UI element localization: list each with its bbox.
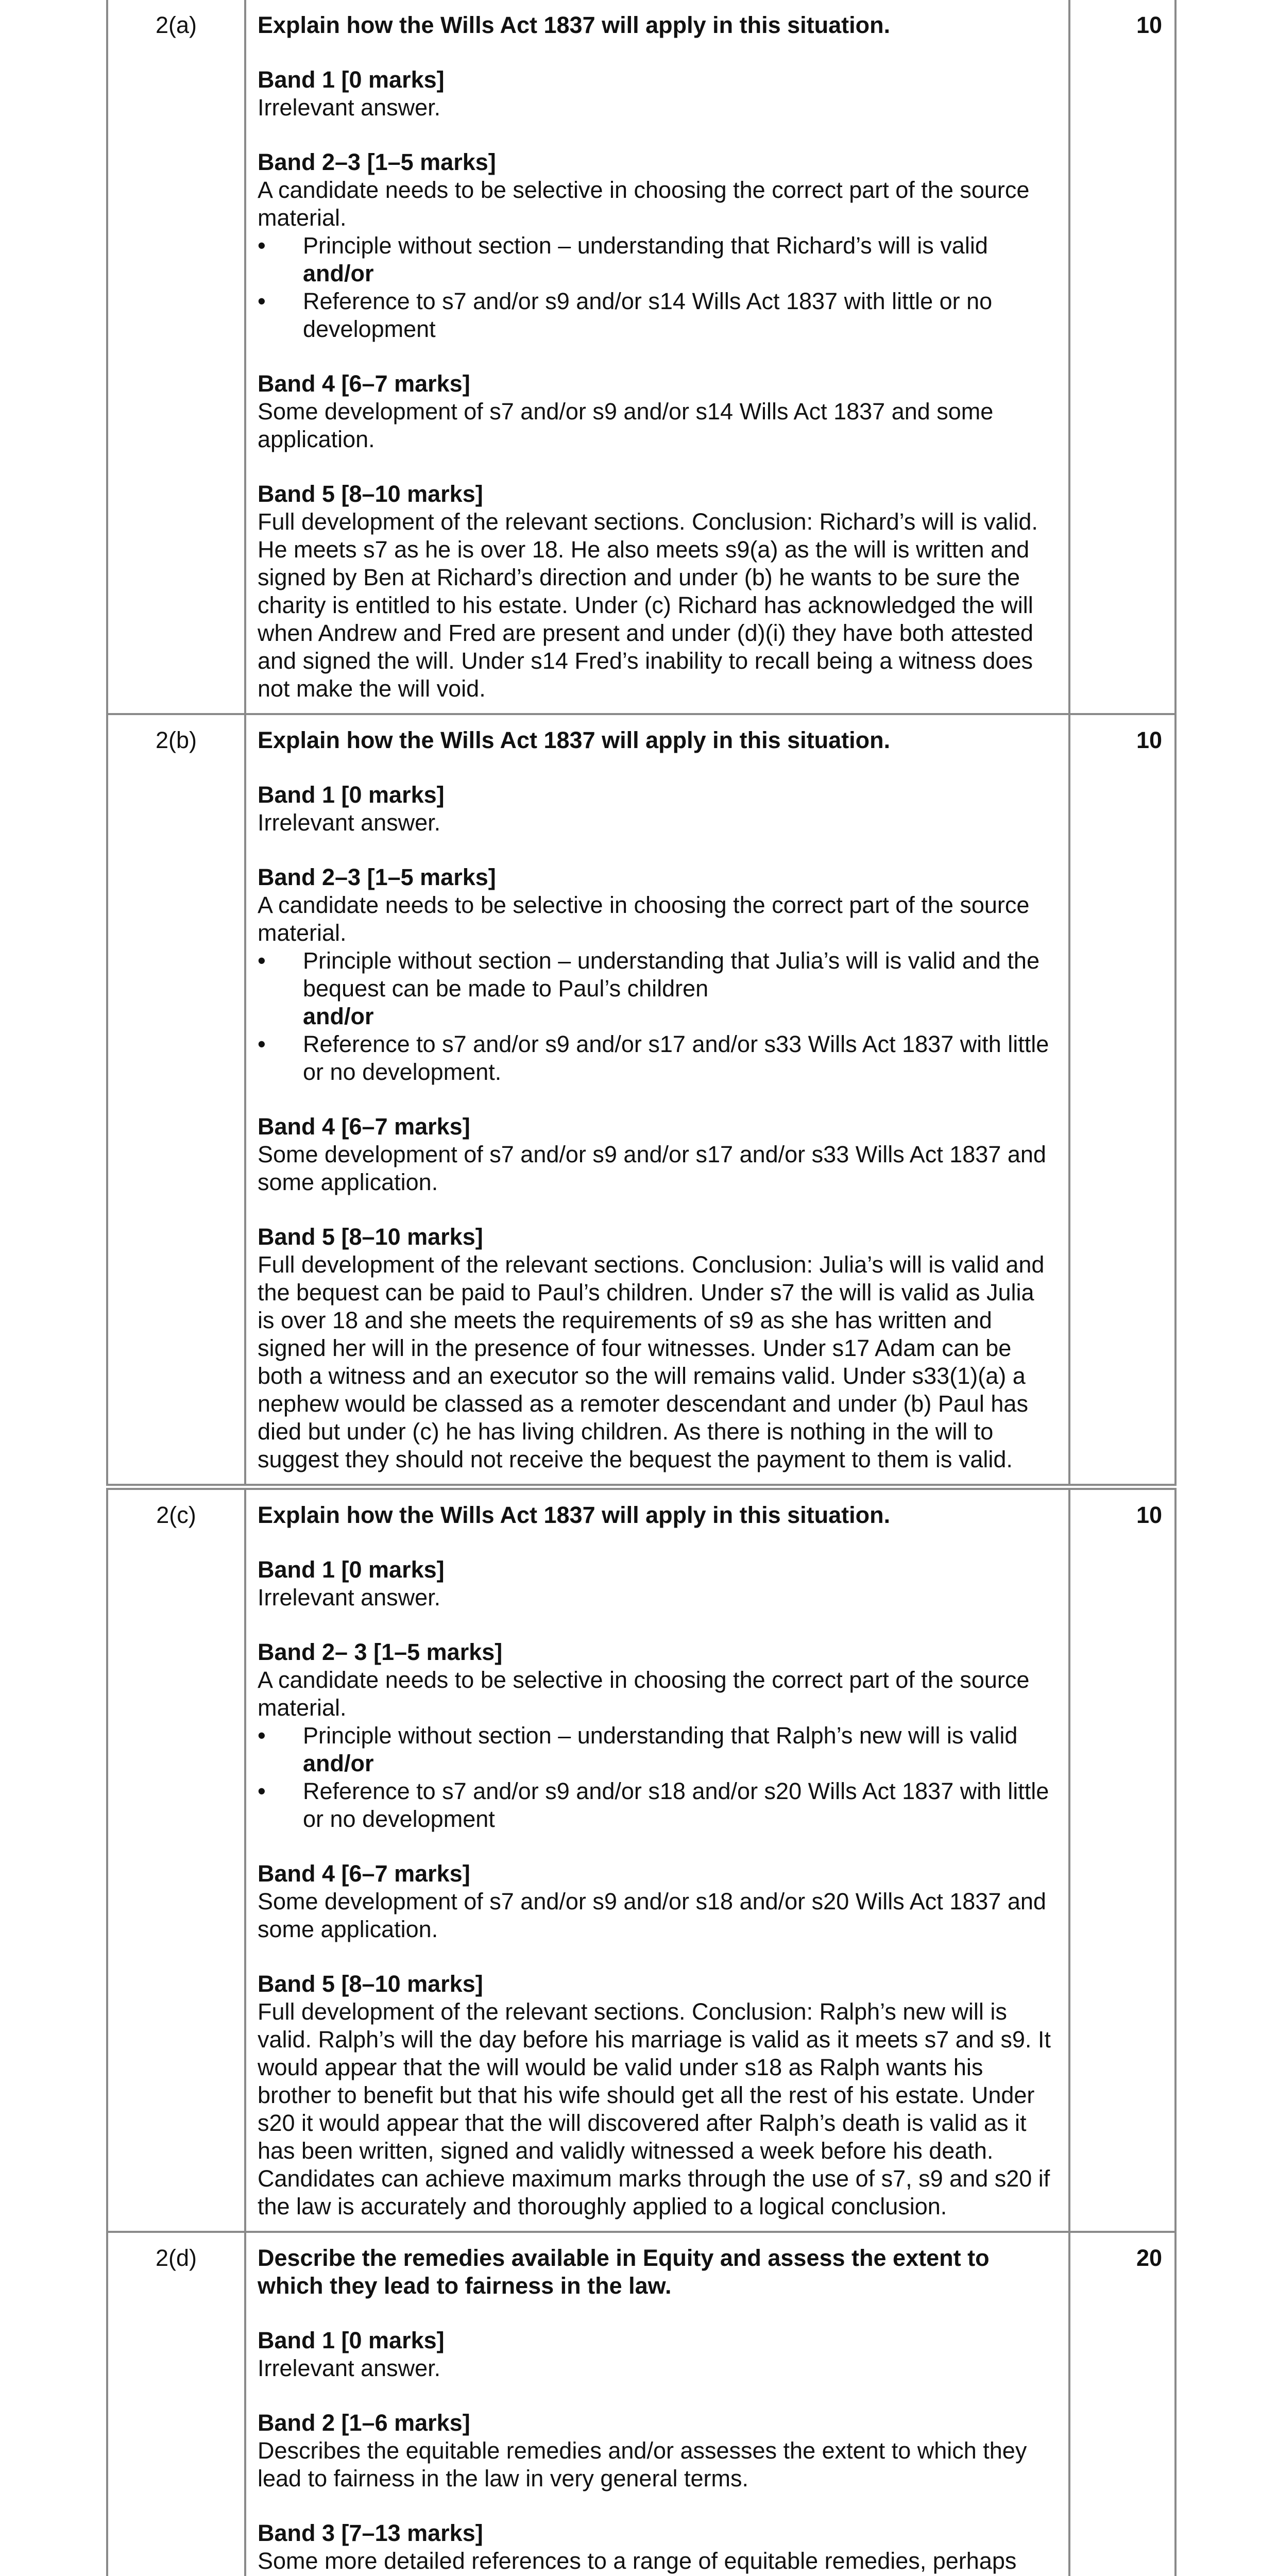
band-title: Band 1 [0 marks] xyxy=(258,2327,445,2353)
band-description: Some development of s7 and/or s9 and/or s17 and/or s33 Wills Act 1837 and some application. xyxy=(258,1141,1046,1195)
band-description: A candidate needs to be selective in choosing the correct part of the source material. xyxy=(258,177,1030,231)
band-title: Band 2–3 [1–5 marks] xyxy=(258,149,496,175)
band-title: Band 4 [6–7 marks] xyxy=(258,1860,470,1887)
criteria-item xyxy=(258,1722,1057,1777)
band-title: Band 4 [6–7 marks] xyxy=(258,1113,470,1140)
question-prompt: Describe the remedies available in Equity and assess the extent to which they lead to fairness in the law. xyxy=(258,2245,990,2299)
band-1 xyxy=(258,781,1057,837)
band-title: Band 5 [8–10 marks] xyxy=(258,481,483,507)
band-description: Irrelevant answer. xyxy=(258,2355,441,2381)
band-description: A candidate needs to be selective in choosing the correct part of the source material. xyxy=(258,892,1030,946)
question-prompt: Explain how the Wills Act 1837 will apply in this situation. xyxy=(258,12,891,38)
band-description: Irrelevant answer. xyxy=(258,94,441,121)
question-number: 2(d) xyxy=(107,2232,245,2576)
criteria-item xyxy=(258,947,1057,1030)
and-or-connector: and/or xyxy=(303,260,374,286)
band-title: Band 2 [1–6 marks] xyxy=(258,2410,470,2436)
question-row-2b xyxy=(107,714,1175,1487)
band-1 xyxy=(258,66,1057,122)
question-marks: 10 xyxy=(1069,1487,1175,2232)
criteria-item: • Reference to s7 and/or s9 and/or s18 and/or s20 Wills Act 1837 with little or no development xyxy=(258,1777,1057,1833)
and-or-connector: and/or xyxy=(303,1003,374,1029)
band-description: Irrelevant answer. xyxy=(258,809,441,836)
band-4 xyxy=(258,1860,1057,1943)
question-content xyxy=(245,714,1069,1487)
band-title: Band 4 [6–7 marks] xyxy=(258,370,470,397)
band-description: Some development of s7 and/or s9 and/or s14 Wills Act 1837 and some application. xyxy=(258,398,994,452)
band-5 xyxy=(258,480,1057,703)
band-4 xyxy=(258,370,1057,453)
question-row-2c xyxy=(107,1487,1175,2232)
band-title: Band 1 [0 marks] xyxy=(258,66,445,93)
band-1 xyxy=(258,2327,1057,2382)
question-row-2d xyxy=(107,2232,1175,2576)
band-title: Band 1 [0 marks] xyxy=(258,782,445,808)
band-description: Full development of the relevant sections. Conclusion: Julia’s will is valid and the bequest can be paid to Paul’s children. Under s7 the will is valid as Julia is over 18 and she meets the requirements of s9 as she has written and signed her will in the presence of four witnesses. Under s17 Adam can be both a witness and an executor so the will remains valid. Under s33(1)(a) a nephew would be classed as a remoter descendant and under (b) Paul has died but under (c) he has living children. As there is nothing in the will to suggest they should not receive the bequest the payment to them is valid. xyxy=(258,1251,1045,1472)
question-number: 2(c) xyxy=(107,1487,245,2232)
band-description: A candidate needs to be selective in choosing the correct part of the source material. xyxy=(258,1667,1030,1721)
band-title: Band 5 [8–10 marks] xyxy=(258,1224,483,1250)
band-description: Irrelevant answer. xyxy=(258,1584,441,1611)
band-5 xyxy=(258,1970,1057,2221)
band-2 xyxy=(258,2409,1057,2493)
question-marks: 10 xyxy=(1069,0,1175,714)
question-content xyxy=(245,1487,1069,2232)
band-3 xyxy=(258,2519,1057,2576)
band-4 xyxy=(258,1113,1057,1196)
criteria-list xyxy=(258,947,1057,1086)
band-title: Band 2–3 [1–5 marks] xyxy=(258,864,496,890)
criteria-text: Principle without section – understanding that Richard’s will is valid xyxy=(303,232,988,259)
and-or-connector: and/or xyxy=(303,1750,374,1776)
question-row-2a xyxy=(107,0,1175,714)
band-description: Full development of the relevant sections. Conclusion: Ralph’s new will is valid. Ralph’s will the day before his marriage is valid as it meets s7 and s9. It would appear that the will would be valid under s18 as Ralph wants his brother to benefit but that his wife should get all the rest of his estate. Under s20 it would appear that the will discovered after Ralph’s death is valid as it has been written, signed and validly witnessed a week before his death. Candidates can achieve maximum marks through the use of s7, s9 and s20 if the law is accurately and thoroughly applied to a logical conclusion. xyxy=(258,1998,1051,2219)
band-description: Describes the equitable remedies and/or assesses the extent to which they lead to fairness in the law in very general terms. xyxy=(258,2437,1027,2492)
question-content xyxy=(245,2232,1069,2576)
band-description: Some development of s7 and/or s9 and/or s18 and/or s20 Wills Act 1837 and some application. xyxy=(258,1888,1046,1942)
band-title: Band 5 [8–10 marks] xyxy=(258,1971,483,1997)
question-marks: 10 xyxy=(1069,714,1175,1487)
band-title: Band 3 [7–13 marks] xyxy=(258,2520,483,2546)
band-title: Band 2– 3 [1–5 marks] xyxy=(258,1639,503,1665)
question-number: 2(b) xyxy=(107,714,245,1487)
question-prompt: Explain how the Wills Act 1837 will apply in this situation. xyxy=(258,1502,891,1528)
criteria-text: Principle without section – understanding that Ralph’s new will is valid xyxy=(303,1722,1018,1749)
criteria-list xyxy=(258,232,1057,343)
band-1 xyxy=(258,1556,1057,1612)
question-content xyxy=(245,0,1069,714)
band-5 xyxy=(258,1223,1057,1473)
criteria-text: Principle without section – understanding that Julia’s will is valid and the bequest can be made to Paul’s children xyxy=(303,947,1040,1002)
criteria-item: • Reference to s7 and/or s9 and/or s17 and/or s33 Wills Act 1837 with little or no development. xyxy=(258,1030,1057,1086)
mark-scheme-table xyxy=(106,0,1177,2576)
question-marks: 20 xyxy=(1069,2232,1175,2576)
question-prompt: Explain how the Wills Act 1837 will apply in this situation. xyxy=(258,727,891,753)
band-title: Band 1 [0 marks] xyxy=(258,1556,445,1583)
band-2-3 xyxy=(258,863,1057,1086)
band-description: Some more detailed references to a range of equitable remedies, perhaps xyxy=(258,2548,1017,2574)
question-number: 2(a) xyxy=(107,0,245,714)
criteria-item xyxy=(258,232,1057,287)
criteria-item: • Reference to s7 and/or s9 and/or s14 Wills Act 1837 with little or no development xyxy=(258,287,1057,343)
band-description: Full development of the relevant sections. Conclusion: Richard’s will is valid. He meets s7 as he is over 18. He also meets s9(a) as the will is written and signed by Ben at Richard’s direction and under (b) he wants to be sure the charity is entitled to his estate. Under (c) Richard has acknowledged the will when Andrew and Fred are present and under (d)(i) they have both attested and signed the will. Under s14 Fred’s inability to recall being a witness does not make the will void. xyxy=(258,509,1038,702)
band-2-3 xyxy=(258,1638,1057,1833)
band-2-3 xyxy=(258,148,1057,343)
criteria-list xyxy=(258,1722,1057,1833)
